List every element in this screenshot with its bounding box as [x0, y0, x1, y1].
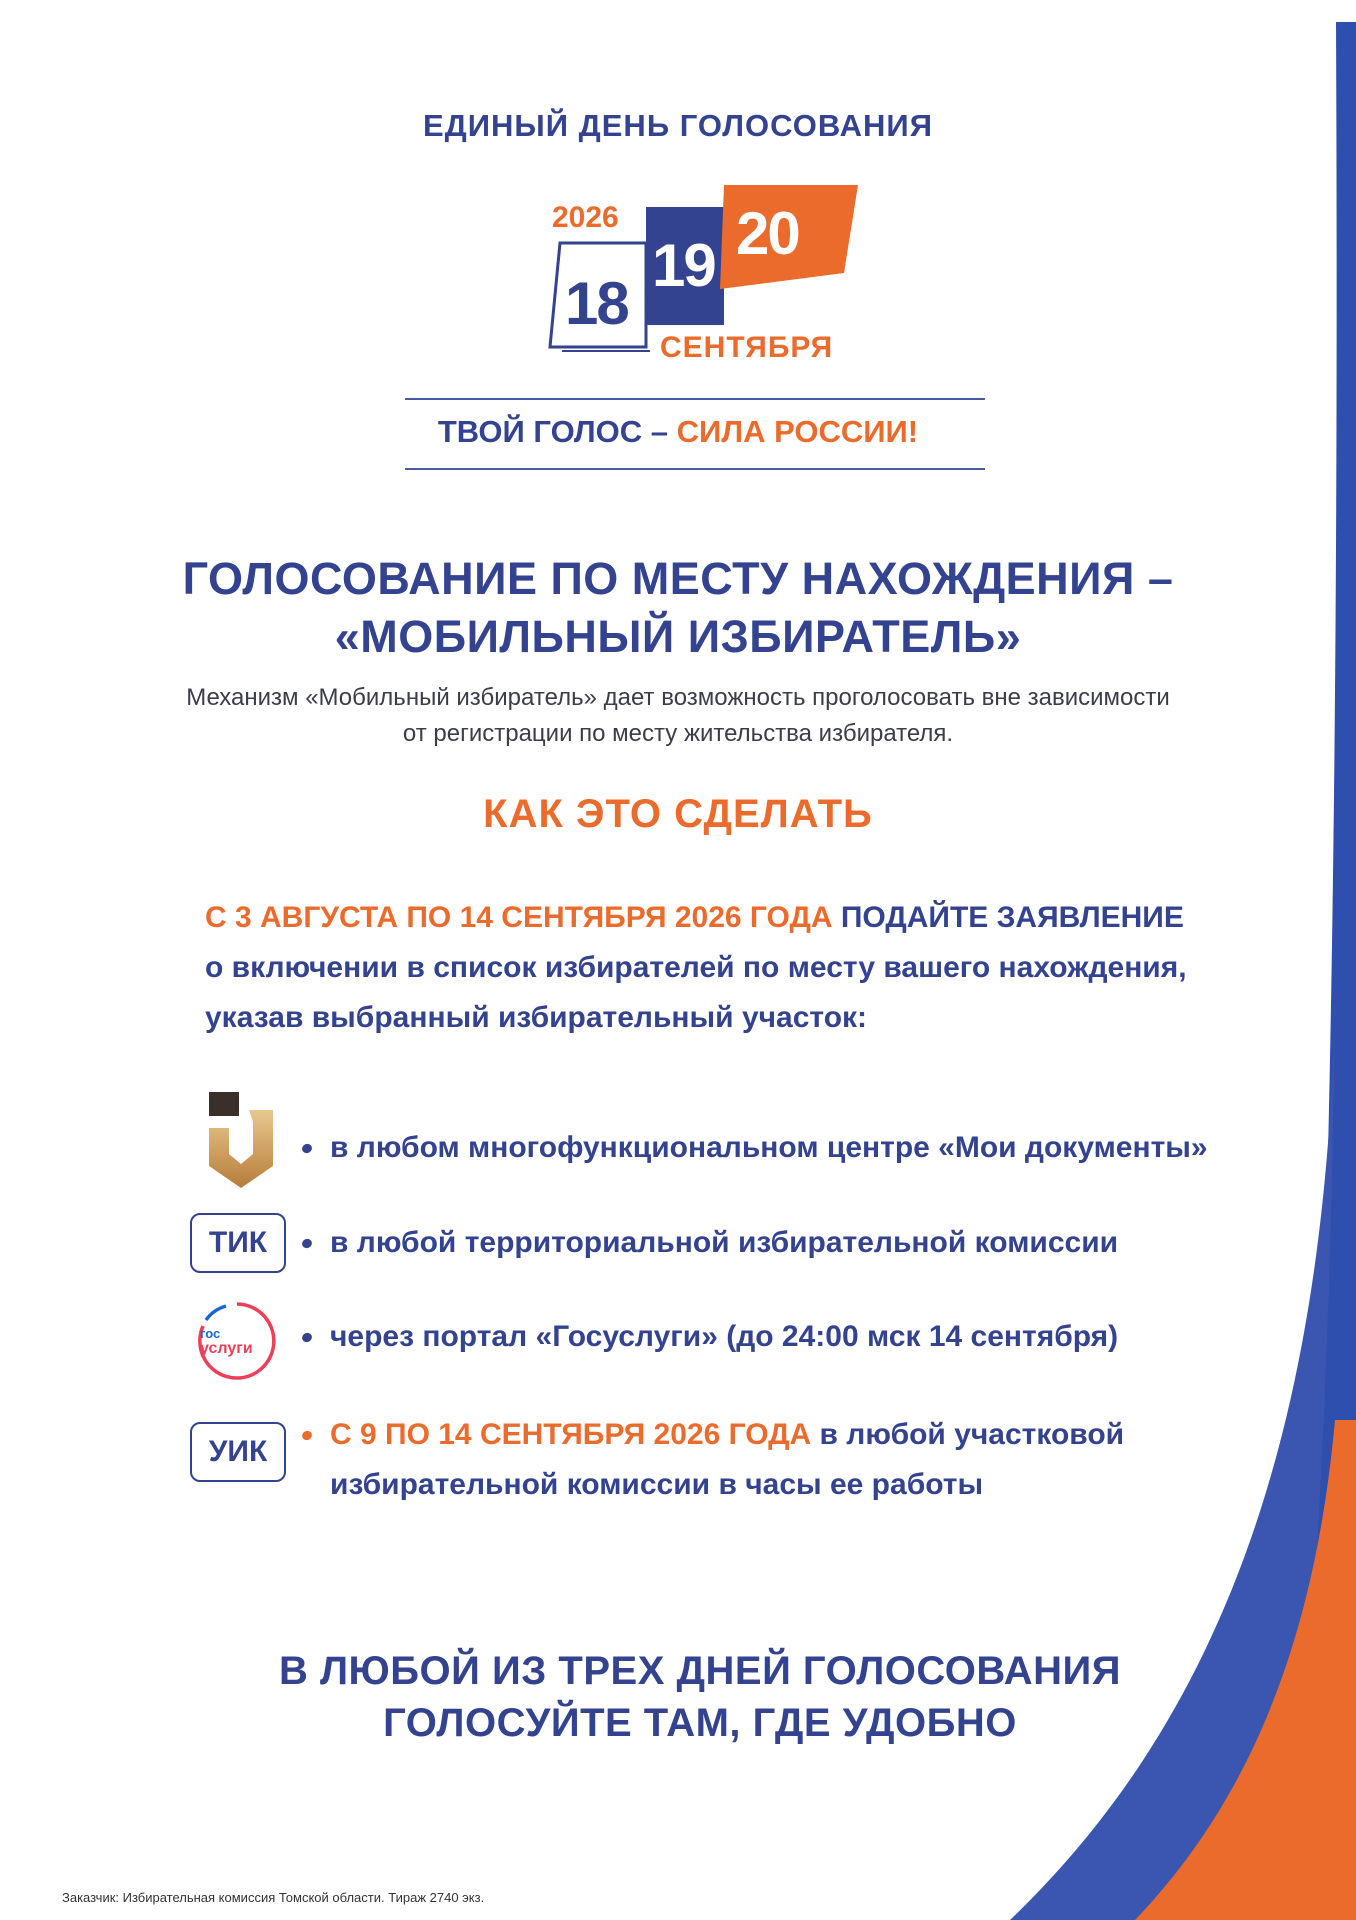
instruction-line-1 [205, 893, 1205, 943]
header-title: ЕДИНЫЙ ДЕНЬ ГОЛОСОВАНИЯ [423, 108, 933, 143]
slogan-part-2: СИЛА РОССИИ! [676, 414, 919, 449]
slogan-top-rule [405, 398, 985, 400]
intro-text [0, 680, 1356, 752]
mfc-logo-icon [205, 1092, 277, 1190]
method-mfc-text: в любом многофункциональном центре «Мои документы» [330, 1131, 1208, 1164]
date-month: СЕНТЯБРЯ [660, 331, 834, 364]
instruction-action: ПОДАЙТЕ ЗАЯВЛЕНИЕ [832, 901, 1184, 934]
date-day-18: 18 [565, 270, 628, 337]
method-mfc [330, 1123, 1208, 1173]
footer-call-line-1: В ЛЮБОЙ ИЗ ТРЕХ ДНЕЙ ГОЛОСОВАНИЯ [278, 1649, 1122, 1693]
method-uik-text-1: в любой участковой [811, 1418, 1125, 1451]
intro-line-1: Механизм «Мобильный избиратель» дает возможность проголосовать вне зависимости [186, 684, 1170, 711]
main-title [0, 550, 1356, 666]
gosuslugi-logo-icon [196, 1300, 278, 1382]
instruction-line-3: указав выбранный избирательный участок: [205, 1001, 868, 1034]
footnote: Заказчик: Избирательная комиссия Томской области. Тираж 2740 экз. [62, 1890, 485, 1905]
date-logo [540, 185, 870, 365]
instructions [205, 893, 1205, 1043]
method-tik [330, 1218, 1118, 1268]
footer-call [0, 1645, 1356, 1749]
date-day-19: 19 [652, 232, 715, 299]
method-uik-line-2: избирательной комиссии в часы ее работы [330, 1468, 984, 1501]
method-gosuslugi [330, 1312, 1118, 1362]
slogan-bottom-rule [405, 468, 985, 470]
uik-badge: УИК [190, 1422, 286, 1482]
how-title: КАК ЭТО СДЕЛАТЬ [483, 792, 873, 836]
method-uik-line-1 [330, 1410, 1124, 1460]
main-title-line-2: «МОБИЛЬНЫЙ ИЗБИРАТЕЛЬ» [334, 611, 1022, 662]
method-uik-highlight: С 9 ПО 14 СЕНТЯБРЯ 2026 ГОДА [330, 1418, 812, 1451]
intro-line-2: от регистрации по месту жительства избирателя. [402, 720, 954, 747]
method-gosuslugi-text: через портал «Госуслуги» (до 24:00 мск 14 сентября) [330, 1320, 1119, 1353]
footer-call-line-2: ГОЛОСУЙТЕ ТАМ, ГДЕ УДОБНО [383, 1701, 1017, 1745]
instruction-highlight: С 3 АВГУСТА ПО 14 СЕНТЯБРЯ 2026 ГОДА [205, 901, 833, 934]
method-uik [330, 1410, 1124, 1510]
instruction-line-2: о включении в список избирателей по месту вашего нахождения, [205, 951, 1187, 984]
gosuslugi-logo-line-1: гос [200, 1326, 221, 1341]
date-year: 2026 [552, 201, 619, 234]
slogan-part-1: ТВОЙ ГОЛОС – [437, 414, 677, 449]
gosuslugi-logo-line-2: услуги [200, 1340, 253, 1357]
slogan [0, 414, 1356, 450]
date-day-20: 20 [736, 200, 799, 267]
tik-badge: ТИК [190, 1213, 286, 1273]
method-tik-text: в любой территориальной избирательной комиссии [330, 1226, 1119, 1259]
main-title-line-1: ГОЛОСОВАНИЕ ПО МЕСТУ НАХОЖДЕНИЯ – [182, 553, 1174, 604]
